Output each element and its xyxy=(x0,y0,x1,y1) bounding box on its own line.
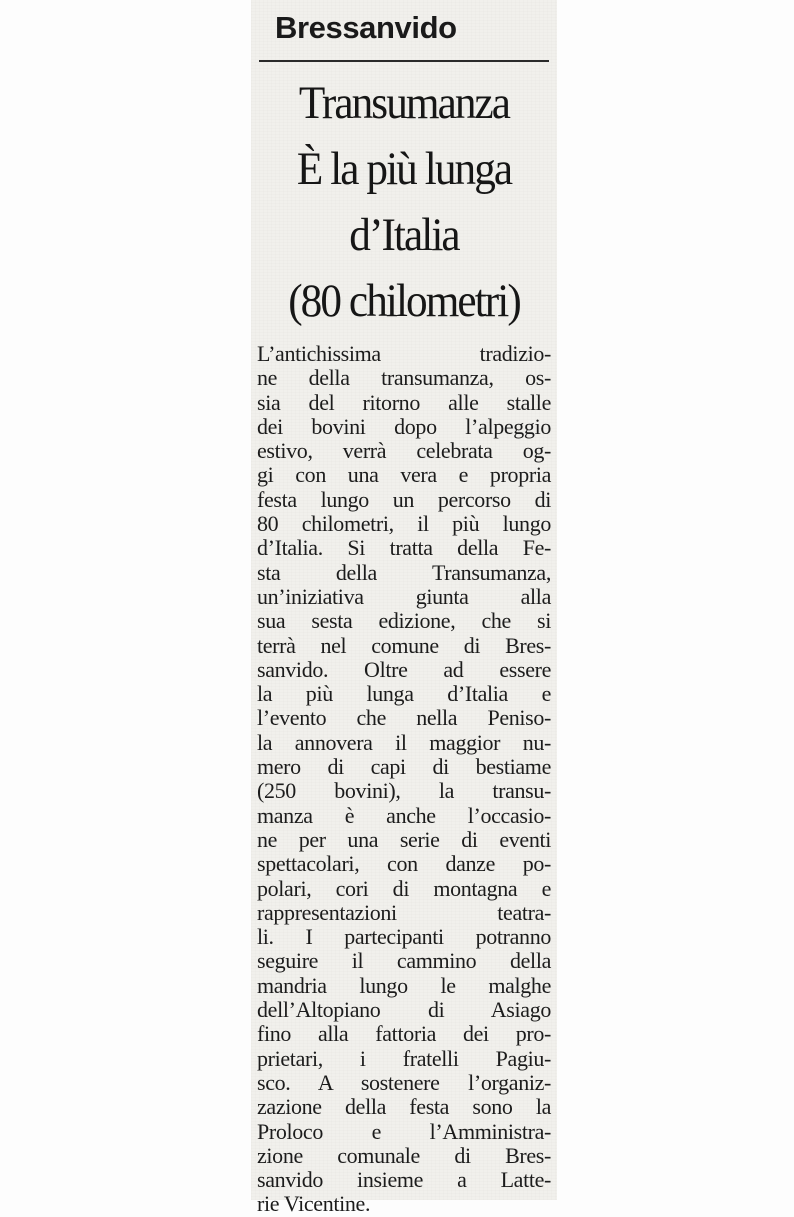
body-line: la più lunga d’Italia e xyxy=(257,681,551,707)
body-line: l’evento che nella Peniso- xyxy=(257,705,551,731)
body-line: 80 chilometri, il più lungo xyxy=(257,511,551,537)
body-line: Proloco e l’Amministra- xyxy=(257,1118,551,1144)
body-line: zione comunale di Bres- xyxy=(257,1142,551,1168)
body-line: prietari, i fratelli Pagiu- xyxy=(257,1045,551,1071)
section-label: Bressanvido xyxy=(275,10,457,45)
body-line: L’antichissima tradizio- xyxy=(257,341,551,366)
body-line: sanvido insieme a Latte- xyxy=(257,1167,551,1193)
headline-line: d’Italia xyxy=(349,209,459,261)
body-line: polari, cori di montagna e xyxy=(257,875,551,901)
body-line: festa lungo un percorso di xyxy=(257,486,551,512)
body-line: la annovera il maggior nu- xyxy=(257,729,551,755)
article-body xyxy=(257,342,551,1217)
newspaper-clipping xyxy=(251,0,557,1217)
body-line: manza è anche l’occasio- xyxy=(257,802,551,828)
article-headline xyxy=(263,70,545,334)
body-line: mandria lungo le malghe xyxy=(257,972,551,998)
body-line: (250 bovini), la transu- xyxy=(257,778,551,804)
body-line: d’Italia. Si tratta della Fe- xyxy=(257,535,551,561)
body-line: gi con una vera e propria xyxy=(257,462,551,488)
body-line: terrà nel comune di Bres- xyxy=(257,632,551,658)
body-line: seguire il cammino della xyxy=(257,948,551,974)
body-line: sta della Transumanza, xyxy=(257,559,551,585)
section-rule xyxy=(259,60,549,62)
body-line: li. I partecipanti potranno xyxy=(257,924,551,950)
body-line: estivo, verrà celebrata og- xyxy=(257,438,551,464)
body-line: ne della transumanza, os- xyxy=(257,365,551,391)
headline-line: (80 chilometri) xyxy=(288,275,520,327)
body-line: dell’Altopiano di Asiago xyxy=(257,997,551,1023)
body-line: sia del ritorno alle stalle xyxy=(257,389,551,415)
body-line: sanvido. Oltre ad essere xyxy=(257,656,551,682)
body-line: rappresentazioni teatra- xyxy=(257,899,551,925)
body-line: ne per una serie di eventi xyxy=(257,826,551,852)
body-line: rie Vicentine. xyxy=(257,1191,371,1217)
body-line: mero di capi di bestiame xyxy=(257,754,551,780)
body-line: fino alla fattoria dei pro- xyxy=(257,1021,551,1047)
body-line: sco. A sostenere l’organiz- xyxy=(257,1069,551,1095)
body-line: sua sesta edizione, che si xyxy=(257,608,551,634)
headline-line: È la più lunga xyxy=(296,143,512,195)
body-line: dei bovini dopo l’alpeggio xyxy=(257,413,551,439)
body-line: zazione della festa sono la xyxy=(257,1094,551,1120)
headline-line: Transumanza xyxy=(298,77,510,129)
body-line: spettacolari, con danze po- xyxy=(257,851,551,877)
body-line: un’iniziativa giunta alla xyxy=(257,583,551,609)
